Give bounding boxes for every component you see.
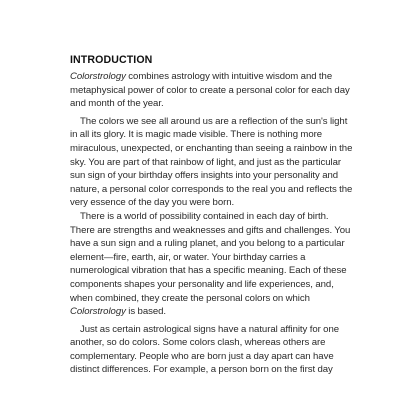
book-title-italic-inline: Colorstrology xyxy=(70,306,126,318)
paragraph-3-text-after: is based. xyxy=(125,306,167,318)
paragraph-1-text: combines astrology with intuitive wisdom and the metaphysical power of color to create a personal color for each day and month of the year. xyxy=(70,71,350,110)
paragraph-4: Just as certain astrological signs have a natural affinity for one another, so do colors. Some colors clash, whereas others are complementary. People who are born just a day apart can have distinct differences. For example, a person born on the first day xyxy=(70,323,340,376)
paragraph-3-text-before: There is a world of possibility contained in each day of birth. There are strengths and weaknesses and gifts and challenges. You have a sun sign and a ruling planet, and you belong to a particular element—fire, earth, air, or water. Your birthday carries a numerological vibration that has a specific meaning. Each of these components shapes your personality and life experiences, and, when combined, they create the personal colors on which xyxy=(70,210,351,304)
book-title-italic: Colorstrology xyxy=(70,71,126,82)
paragraph-2: The colors we see all around us are a reflection of the sun's light in all its glory. It is magic made visible. There is nothing more miraculous, unexpected, or enchanting than seeing a rainbow in the sky. You are part of that rainbow of light, and just as the particular sun sign of your birthday offers insights into your personality and nature, a personal color corresponds to the real you and reflects the very essence of the day you were born. xyxy=(70,115,353,209)
document-page xyxy=(70,53,355,377)
paragraph-3 xyxy=(70,210,355,319)
section-heading: INTRODUCTION xyxy=(70,54,153,66)
paragraph-1 xyxy=(70,70,355,111)
